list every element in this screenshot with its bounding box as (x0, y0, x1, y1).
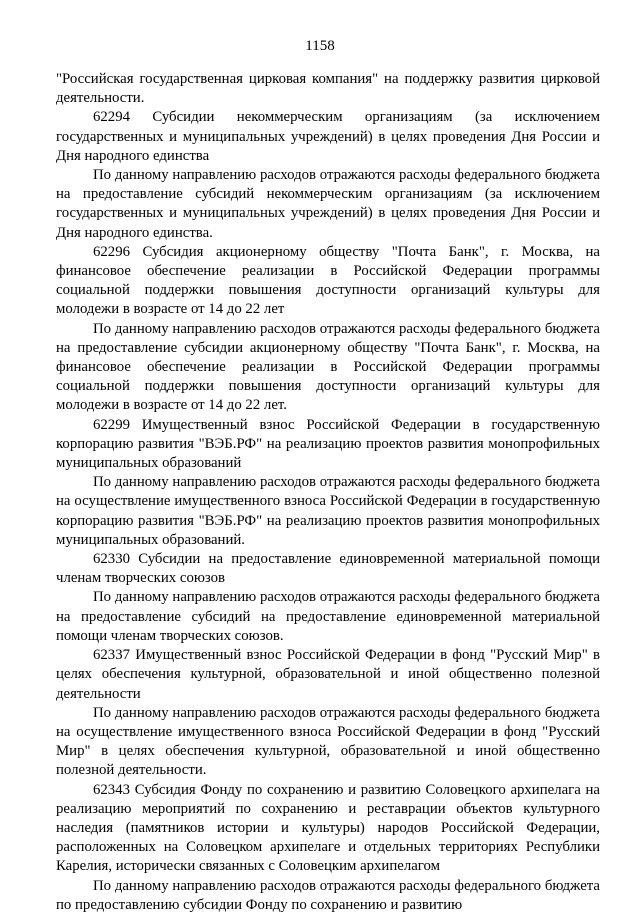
paragraph-heading-62337: 62337 Имущественный взнос Российской Федерации в фонд "Русский Мир" в целях обеспечения культурной, образовательной и иной общественно полезной деятельности (56, 647, 600, 702)
paragraph-body: По данному направлению расходов отражаются расходы федерального бюджета на осуществление имущественного взноса Российской Федерации в государственную корпорацию развития "ВЭБ.РФ" на реализацию проектов развития монопрофильных муниципальных образований. (56, 474, 600, 548)
paragraph-heading-62330: 62330 Субсидии на предоставление единовременной материальной помощи членам творческих союзов (56, 551, 600, 587)
document-body (56, 70, 600, 915)
page-number: 1158 (305, 38, 335, 54)
paragraph-heading-62343: 62343 Субсидия Фонду по сохранению и развитию Соловецкого архипелага на реализацию мероприятий по сохранению и реставрации объектов культурного наследия (памятников истории и культуры) народов Российской Федерации, расположенных на Соловецком архипелаге и отдельных территориях Республики Карелия, исторически связанных с Соловецким архипелагом (56, 781, 600, 875)
paragraph-heading-62294: 62294 Субсидии некоммерческим организациям (за исключением государственных и муниципальных учреждений) в целях проведения Дня России и Дня народного единства (56, 109, 600, 164)
paragraph-heading-62299: 62299 Имущественный взнос Российской Федерации в государственную корпорацию развития "ВЭБ.РФ" на реализацию проектов развития монопрофильных муниципальных образований (56, 416, 600, 472)
paragraph-heading-62296: 62296 Субсидия акционерному обществу "Почта Банк", г. Москва, на финансовое обеспечение реализации в Российской Федерации программы социальной поддержки повышения доступности организаций культуры для молодежи в возрасте от 14 до 22 лет (56, 243, 600, 318)
paragraph-body: По данному направлению расходов отражаются расходы федерального бюджета на осуществление имущественного взноса Российской Федерации в фонд "Русский Мир" в целях обеспечения культурной, образовательной и иной общественно полезной деятельности. (56, 704, 600, 779)
paragraph-body: По данному направлению расходов отражаются расходы федерального бюджета по предоставлению субсидии Фонду по сохранению и развитию (56, 877, 600, 913)
paragraph-continuation: "Российская государственная цирковая компания" на поддержку развития цирковой деятельности. (56, 71, 600, 107)
paragraph-body: По данному направлению расходов отражаются расходы федерального бюджета на предоставление субсидий на предоставление единовременной материальной помощи членам творческих союзов. (56, 589, 600, 644)
paragraph-body: По данному направлению расходов отражаются расходы федерального бюджета на предоставление субсидий некоммерческим организациям (за исключением государственных и муниципальных учреждений) в целях проведения Дня России и Дня народного единства. (56, 167, 600, 241)
paragraph-body: По данному направлению расходов отражаются расходы федерального бюджета на предоставление субсидии акционерному обществу "Почта Банк", г. Москва, на финансовое обеспечение реализации в Российской Федерации программы социальной поддержки повышения доступности организаций культуры для молодежи в возрасте от 14 до 22 лет. (56, 320, 600, 414)
